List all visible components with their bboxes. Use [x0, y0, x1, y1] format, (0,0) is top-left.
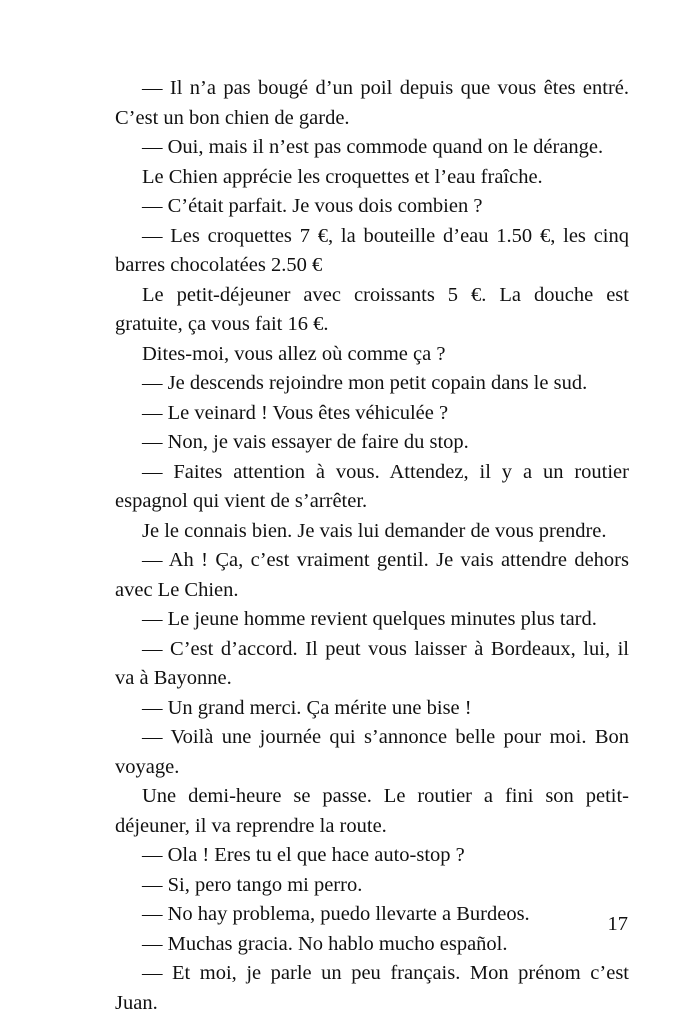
- paragraph: — Je descends rejoindre mon petit copain dans le sud.: [142, 372, 588, 394]
- paragraph: Je le connais bien. Je vais lui demander de vous prendre.: [142, 519, 607, 542]
- paragraph: Le Chien apprécie les croquettes et l’eau fraîche.: [142, 165, 543, 188]
- paragraph: — Et moi, je parle un peu français. Mon prénom c’est Juan.: [115, 962, 629, 1014]
- paragraph: — Non, je vais essayer de faire du stop.: [142, 431, 469, 453]
- paragraph: — Voilà une journée qui s’annonce belle pour moi. Bon voyage.: [115, 726, 629, 778]
- paragraph: — C’est d’accord. Il peut vous laisser à Bordeaux, lui, il va à Bayonne.: [115, 637, 629, 689]
- paragraph: — Les croquettes 7 €, la bouteille d’eau 1.50 €, les cinq barres chocolatées 2.50 €: [115, 224, 629, 276]
- paragraph: — C’était parfait. Je vous dois combien ?: [142, 195, 483, 217]
- paragraph: — Ah ! Ça, c’est vraiment gentil. Je vais attendre dehors avec Le Chien.: [115, 549, 629, 601]
- paragraph: — Il n’a pas bougé d’un poil depuis que vous êtes entré. C’est un bon chien de garde.: [115, 77, 629, 129]
- paragraph: Le petit-déjeuner avec croissants 5 €. La douche est gratuite, ça vous fait 16 €.: [115, 283, 629, 335]
- paragraph: — Oui, mais il n’est pas commode quand on le dérange.: [142, 136, 604, 158]
- page-body: [115, 74, 629, 1018]
- paragraph: Dites-moi, vous allez où comme ça ?: [142, 342, 446, 365]
- paragraph: — No hay problema, puedo llevarte a Burdeos.: [142, 903, 530, 925]
- paragraph: — Un grand merci. Ça mérite une bise !: [142, 696, 472, 719]
- paragraph: Une demi-heure se passe. Le routier a fini son petit-déjeuner, il va reprendre la route.: [115, 785, 629, 837]
- paragraph: — Si, pero tango mi perro.: [142, 873, 363, 896]
- paragraph: — Muchas gracia. No hablo mucho español.: [142, 932, 508, 955]
- paragraph: — Ola ! Eres tu el que hace auto-stop ?: [142, 844, 465, 866]
- paragraph: — Le jeune homme revient quelques minutes plus tard.: [142, 608, 597, 630]
- paragraph: — Le veinard ! Vous êtes véhiculée ?: [142, 401, 449, 424]
- page-number: 17: [607, 913, 628, 935]
- paragraph: — Faites attention à vous. Attendez, il y a un routier espagnol qui vient de s’arrêter.: [115, 460, 629, 512]
